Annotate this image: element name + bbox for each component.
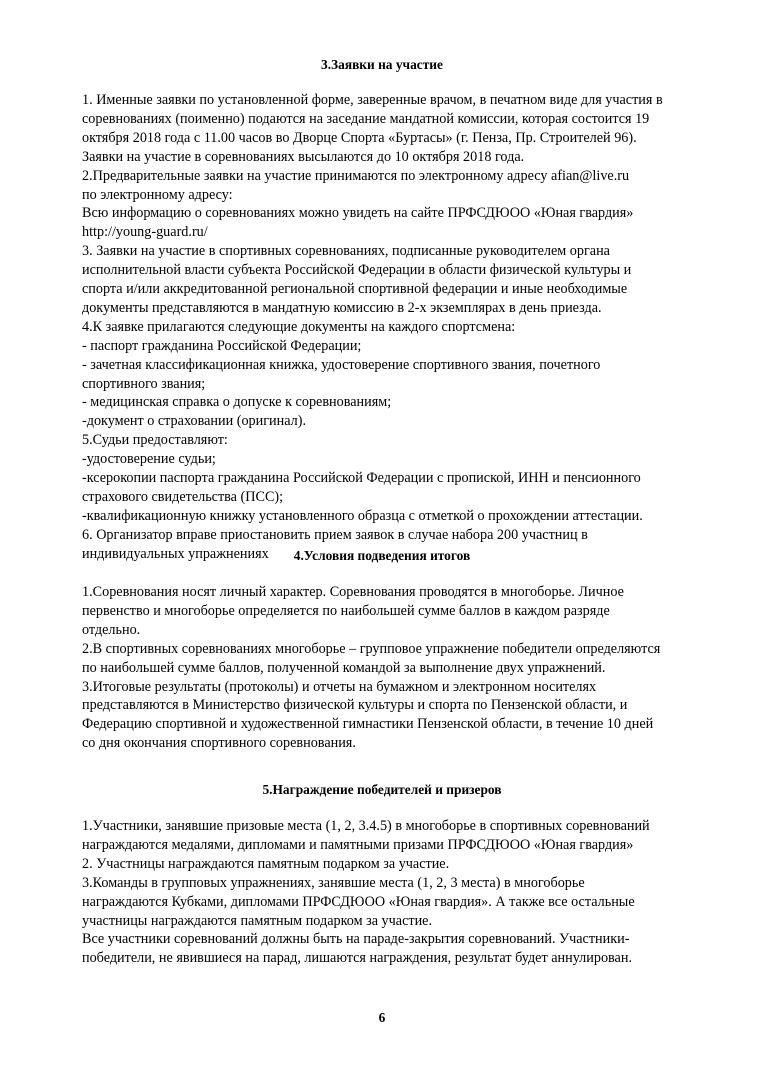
text-line: 3.Итоговые результаты (протоколы) и отчеты на бумажном и электронном носителях [82,678,597,695]
text-line: победители, не явившиеся на парад, лишаются награждения, результат будет аннулирован. [82,950,632,967]
text-line: награждаются медалями, дипломами и памятными призами ПРФСДЮОО «Юная гвардия» [82,836,634,853]
text-line: Все участники соревнований должны быть на параде-закрытия соревнований. Участники- [82,931,630,948]
text-line: октября 2018 года с 11.00 часов во Дворце Спорта «Буртасы» (г. Пенза, Пр. Строителей 96). [82,129,637,146]
text-line: участницы награждаются памятным подарком за участие. [82,912,433,929]
page-number: 6 [378,1010,386,1025]
text-line: - зачетная классификационная книжка, удостоверение спортивного звания, почетного [82,356,601,373]
text-line: 1. Именные заявки по установленной форме, заверенные врачом, в печатном виде для участия в [82,92,663,108]
text-line: 2. Участницы награждаются памятным подарком за участие. [82,855,450,872]
section-3-title: 3.Заявки на участие [321,57,443,72]
text-line: Заявки на участие в соревнованиях высылаются до 10 октября 2018 года. [82,148,525,165]
text-line: Федерацию спортивной и художественной гимнастики Пензенской области, в течение 10 дней [82,716,654,733]
text-line: страхового свидетельства (ПСС); [82,488,284,505]
text-line: награждаются Кубками, дипломами ПРФСДЮОО «Юная гвардия». А также все остальные [82,893,635,910]
section-5-title: 5.Награждение победителей и призеров [262,782,502,797]
section-4-title: 4.Условия подведения итогов [293,548,471,563]
text-line: 5.Судьи предоставляют: [82,432,228,449]
text-line: 3. Заявки на участие в спортивных соревнованиях, подписанные руководителем органа [82,243,610,260]
text-line: Всю информацию о соревнованиях можно увидеть на сайте ПРФСДЮОО «Юная гвардия» [82,205,634,222]
text-line: спортивного звания; [82,375,206,392]
text-line: представляются в Министерство физической культуры и спорта по Пензенской области, и [82,697,628,714]
text-line: 6. Организатор вправе приостановить прием заявок в случае набора 200 участниц в [82,526,588,543]
text-line: 1.Соревнования носят личный характер. Соревнования проводятся в многоборье. Личное [82,584,624,600]
text-line: со дня окончания спортивного соревнования. [82,735,356,752]
text-line: отдельно. [82,621,141,638]
text-line: по электронному адресу: [82,186,233,203]
text-line: - медицинская справка о допуске к соревнованиям; [82,394,392,411]
text-line: соревнованиях (поименно) подаются на заседание мандатной комиссии, которая состоится 19 [82,110,650,127]
text-line: документы представляются в мандатную комиссию в 2-х экземплярах в день приезда. [82,299,602,316]
text-line: спорта и/или аккредитованной региональной спортивной федерации и иные необходимые [82,281,628,297]
text-line: -ксерокопии паспорта гражданина Российской Федерации с пропиской, ИНН и пенсионного [82,470,641,486]
text-line: -квалификационную книжку установленного образца с отметкой о прохождении аттестации. [82,507,643,524]
text-line: индивидуальных упражнениях [82,545,269,562]
text-line: первенство и многоборье определяется по наибольшей сумме баллов в каждом разряде [82,602,610,619]
text-line: -документ о страховании (оригинал). [82,413,307,430]
text-line: 2.Предварительные заявки на участие принимаются по электронному адресу afian@live.ru [82,167,630,184]
text-line: -удостоверение судьи; [82,451,216,468]
text-line: исполнительной власти субъекта Российской Федерации в области физической культуры и [82,262,632,279]
text-line: по наибольшей сумме баллов, полученной командой за выполнение двух упражнений. [82,659,606,676]
text-line: - паспорт гражданина Российской Федерации; [82,337,362,354]
text-line: 1.Участники, занявшие призовые места (1, 2, 3.4.5) в многоборье в спортивных соревнований [82,818,650,834]
text-line: 3.Команды в групповых упражнениях, занявшие места (1, 2, 3 места) в многоборье [82,874,585,891]
text-line: http://young-guard.ru/ [82,224,208,241]
text-line: 4.К заявке прилагаются следующие документы на каждого спортсмена: [82,318,516,335]
text-line: 2.В спортивных соревнованиях многоборье – групповое упражнение победители определяются [82,640,661,657]
